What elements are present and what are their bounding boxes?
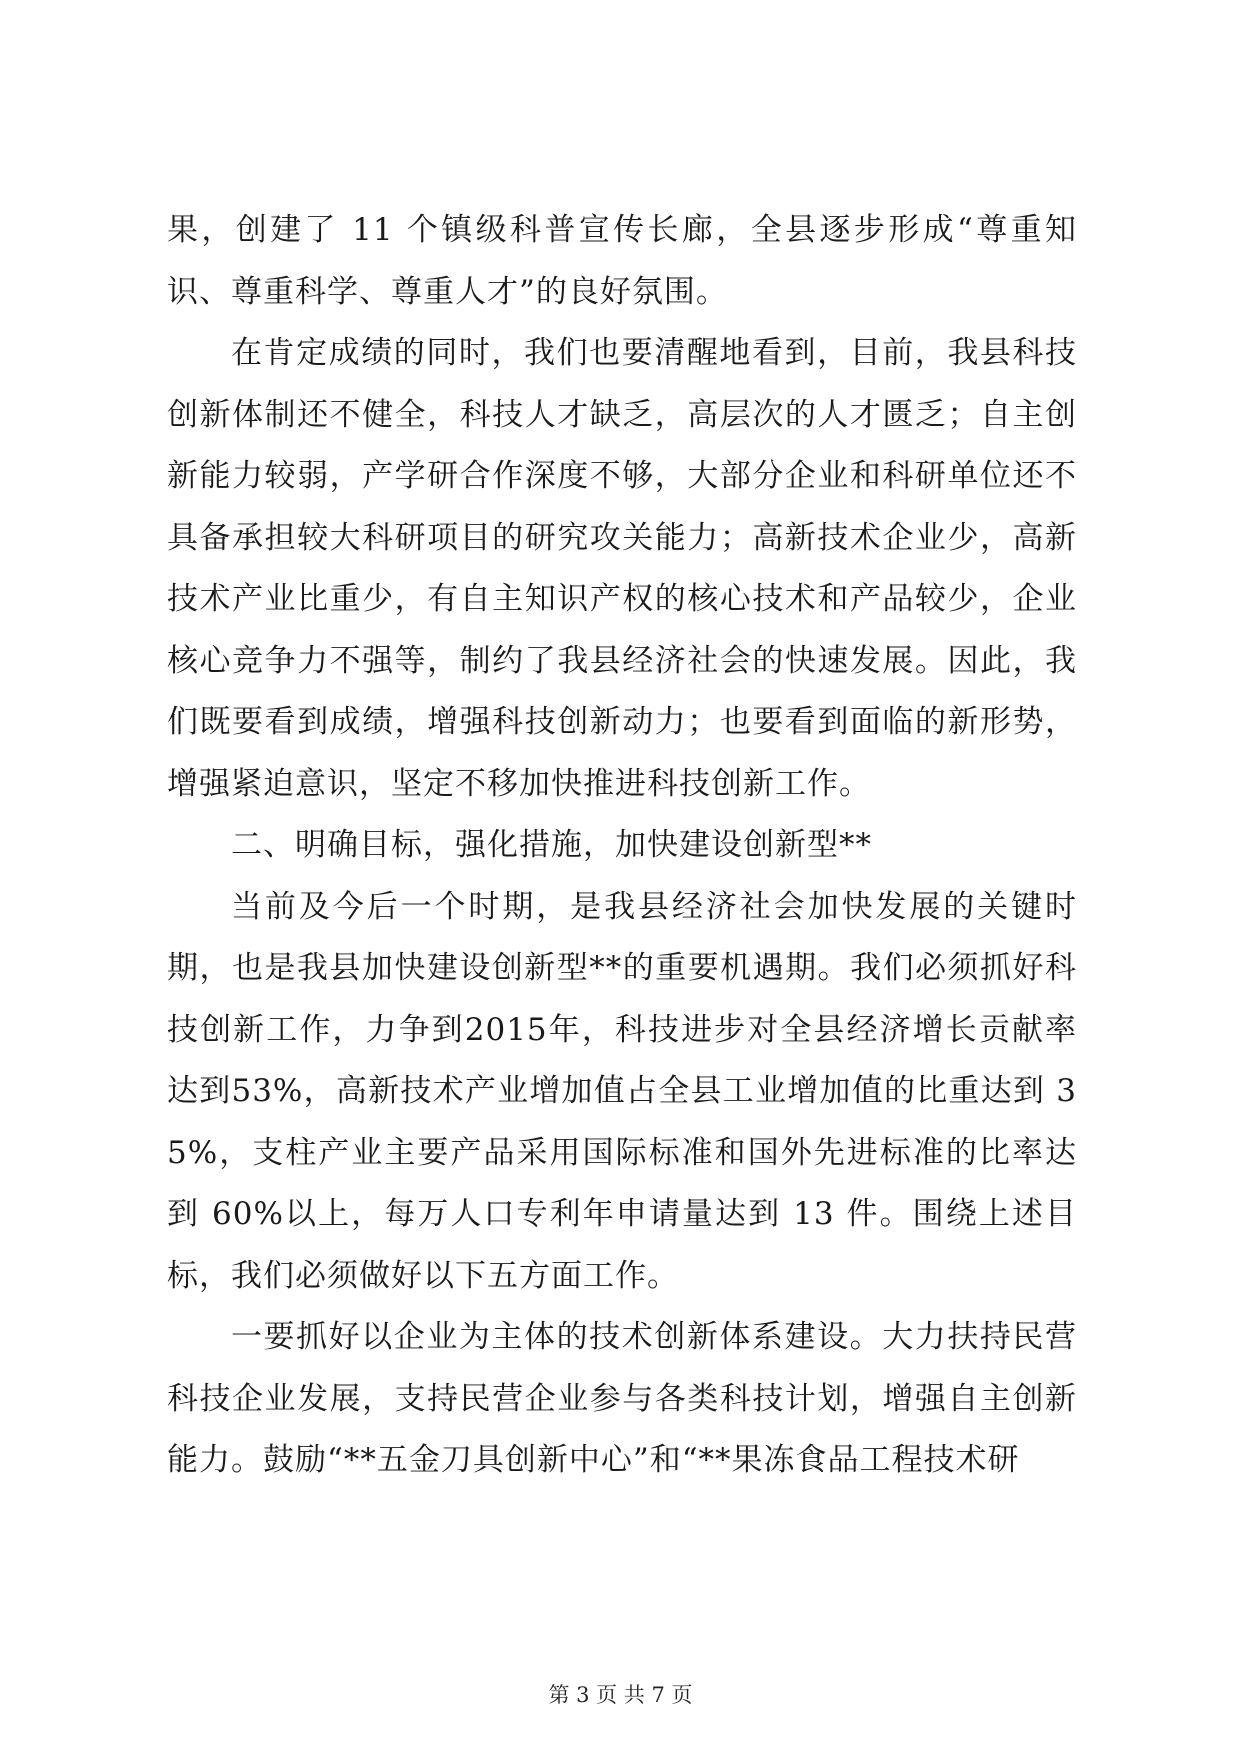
document-body <box>167 200 1077 1492</box>
page-number-label: 第 3 页 共 7 页 <box>548 1683 693 1707</box>
paragraph-problems: 在肯定成绩的同时，我们也要清醒地看到，目前，我县科技创新体制还不健全，科技人才缺乏，高层次的人才匮乏；自主创新能力较弱，产学研合作深度不够，大部分企业和科研单位还不具备承担较大科研项目的研究攻关能力；高新技术企业少，高新技术产业比重少，有自主知识产权的核心技术和产品较少，企业核心竞争力不强等，制约了我县经济社会的快速发展。因此，我们既要看到成绩，增强科技创新动力；也要看到面临的新形势，增强紧迫意识，坚定不移加快推进科技创新工作。 <box>167 335 1077 802</box>
paragraph-measure-one: 一要抓好以企业为主体的技术创新体系建设。大力扶持民营科技企业发展，支持民营企业参与各类科技计划，增强自主创新能力。鼓励“**五金刀具创新中心”和“**果冻食品工程技术研 <box>167 1319 1077 1478</box>
page-footer <box>0 1681 1241 1709</box>
paragraph-continuation: 果，创建了 11 个镇级科普宣传长廊，全县逐步形成“尊重知识、尊重科学、尊重人才”的良好氛围。 <box>167 212 1077 310</box>
paragraph-goals: 当前及今后一个时期，是我县经济社会加快发展的关键时期，也是我县加快建设创新型**的重要机遇期。我们必须抓好科技创新工作，力争到2015年，科技进步对全县经济增长贡献率达到53%，高新技术产业增加值占全县工业增加值的比重达到 35%，支柱产业主要产品采用国际标准和国外先进标准的比率达到 60%以上，每万人口专利年申请量达到 13 件。围绕上述目标，我们必须做好以下五方面工作。 <box>167 888 1077 1294</box>
section-heading: 二、明确目标，强化措施，加快建设创新型** <box>231 827 872 863</box>
